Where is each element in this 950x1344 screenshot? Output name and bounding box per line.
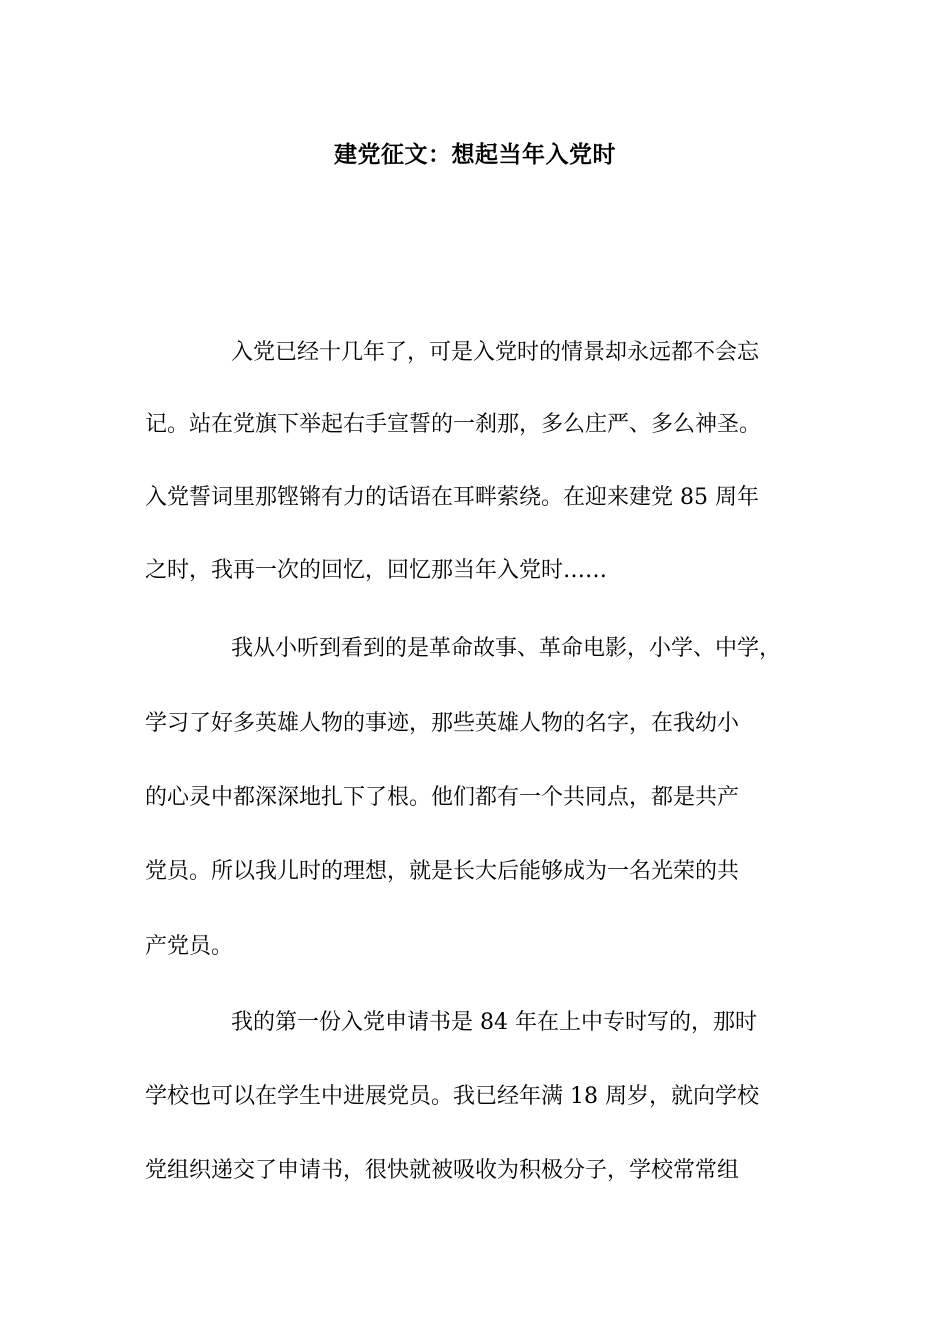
paragraph-1-line-2: 记。站在党旗下举起右手宣誓的一刹那，多么庄严、多么神圣。 <box>145 412 762 437</box>
paragraph-2-line-3: 的心灵中都深深地扎下了根。他们都有一个共同点，都是共产 <box>145 785 740 810</box>
paragraph-1-line-4: 之时，我再一次的回忆，回忆那当年入党时…… <box>145 558 608 583</box>
paragraph-2-line-5: 产党员。 <box>145 934 234 959</box>
paragraph-3-line-3: 党组织递交了申请书，很快就被吸收为积极分子，学校常常组 <box>145 1158 740 1183</box>
paragraph-1-line-1: 入党已经十几年了，可是入党时的情景却永远都不会忘 <box>231 340 760 365</box>
paragraph-3-line-1: 我的第一份入党申请书是 84 年在上中专时写的，那时 <box>231 1010 757 1035</box>
paragraph-3-line-2: 学校也可以在学生中进展党员。我已经年满 18 周岁，就向学校 <box>145 1084 759 1109</box>
paragraph-2-line-1: 我从小听到看到的是革命故事、革命电影，小学、中学， <box>231 636 782 661</box>
paragraph-1-line-3: 入党誓词里那铿锵有力的话语在耳畔萦绕。在迎来建党 85 周年 <box>145 485 759 510</box>
paragraph-2-line-2: 学习了好多英雄人物的事迹，那些英雄人物的名字，在我幼小 <box>145 711 740 736</box>
paragraph-2-line-4: 党员。所以我儿时的理想，就是长大后能够成为一名光荣的共 <box>145 859 740 884</box>
document-title: 建党征文：想起当年入党时 <box>334 142 616 168</box>
